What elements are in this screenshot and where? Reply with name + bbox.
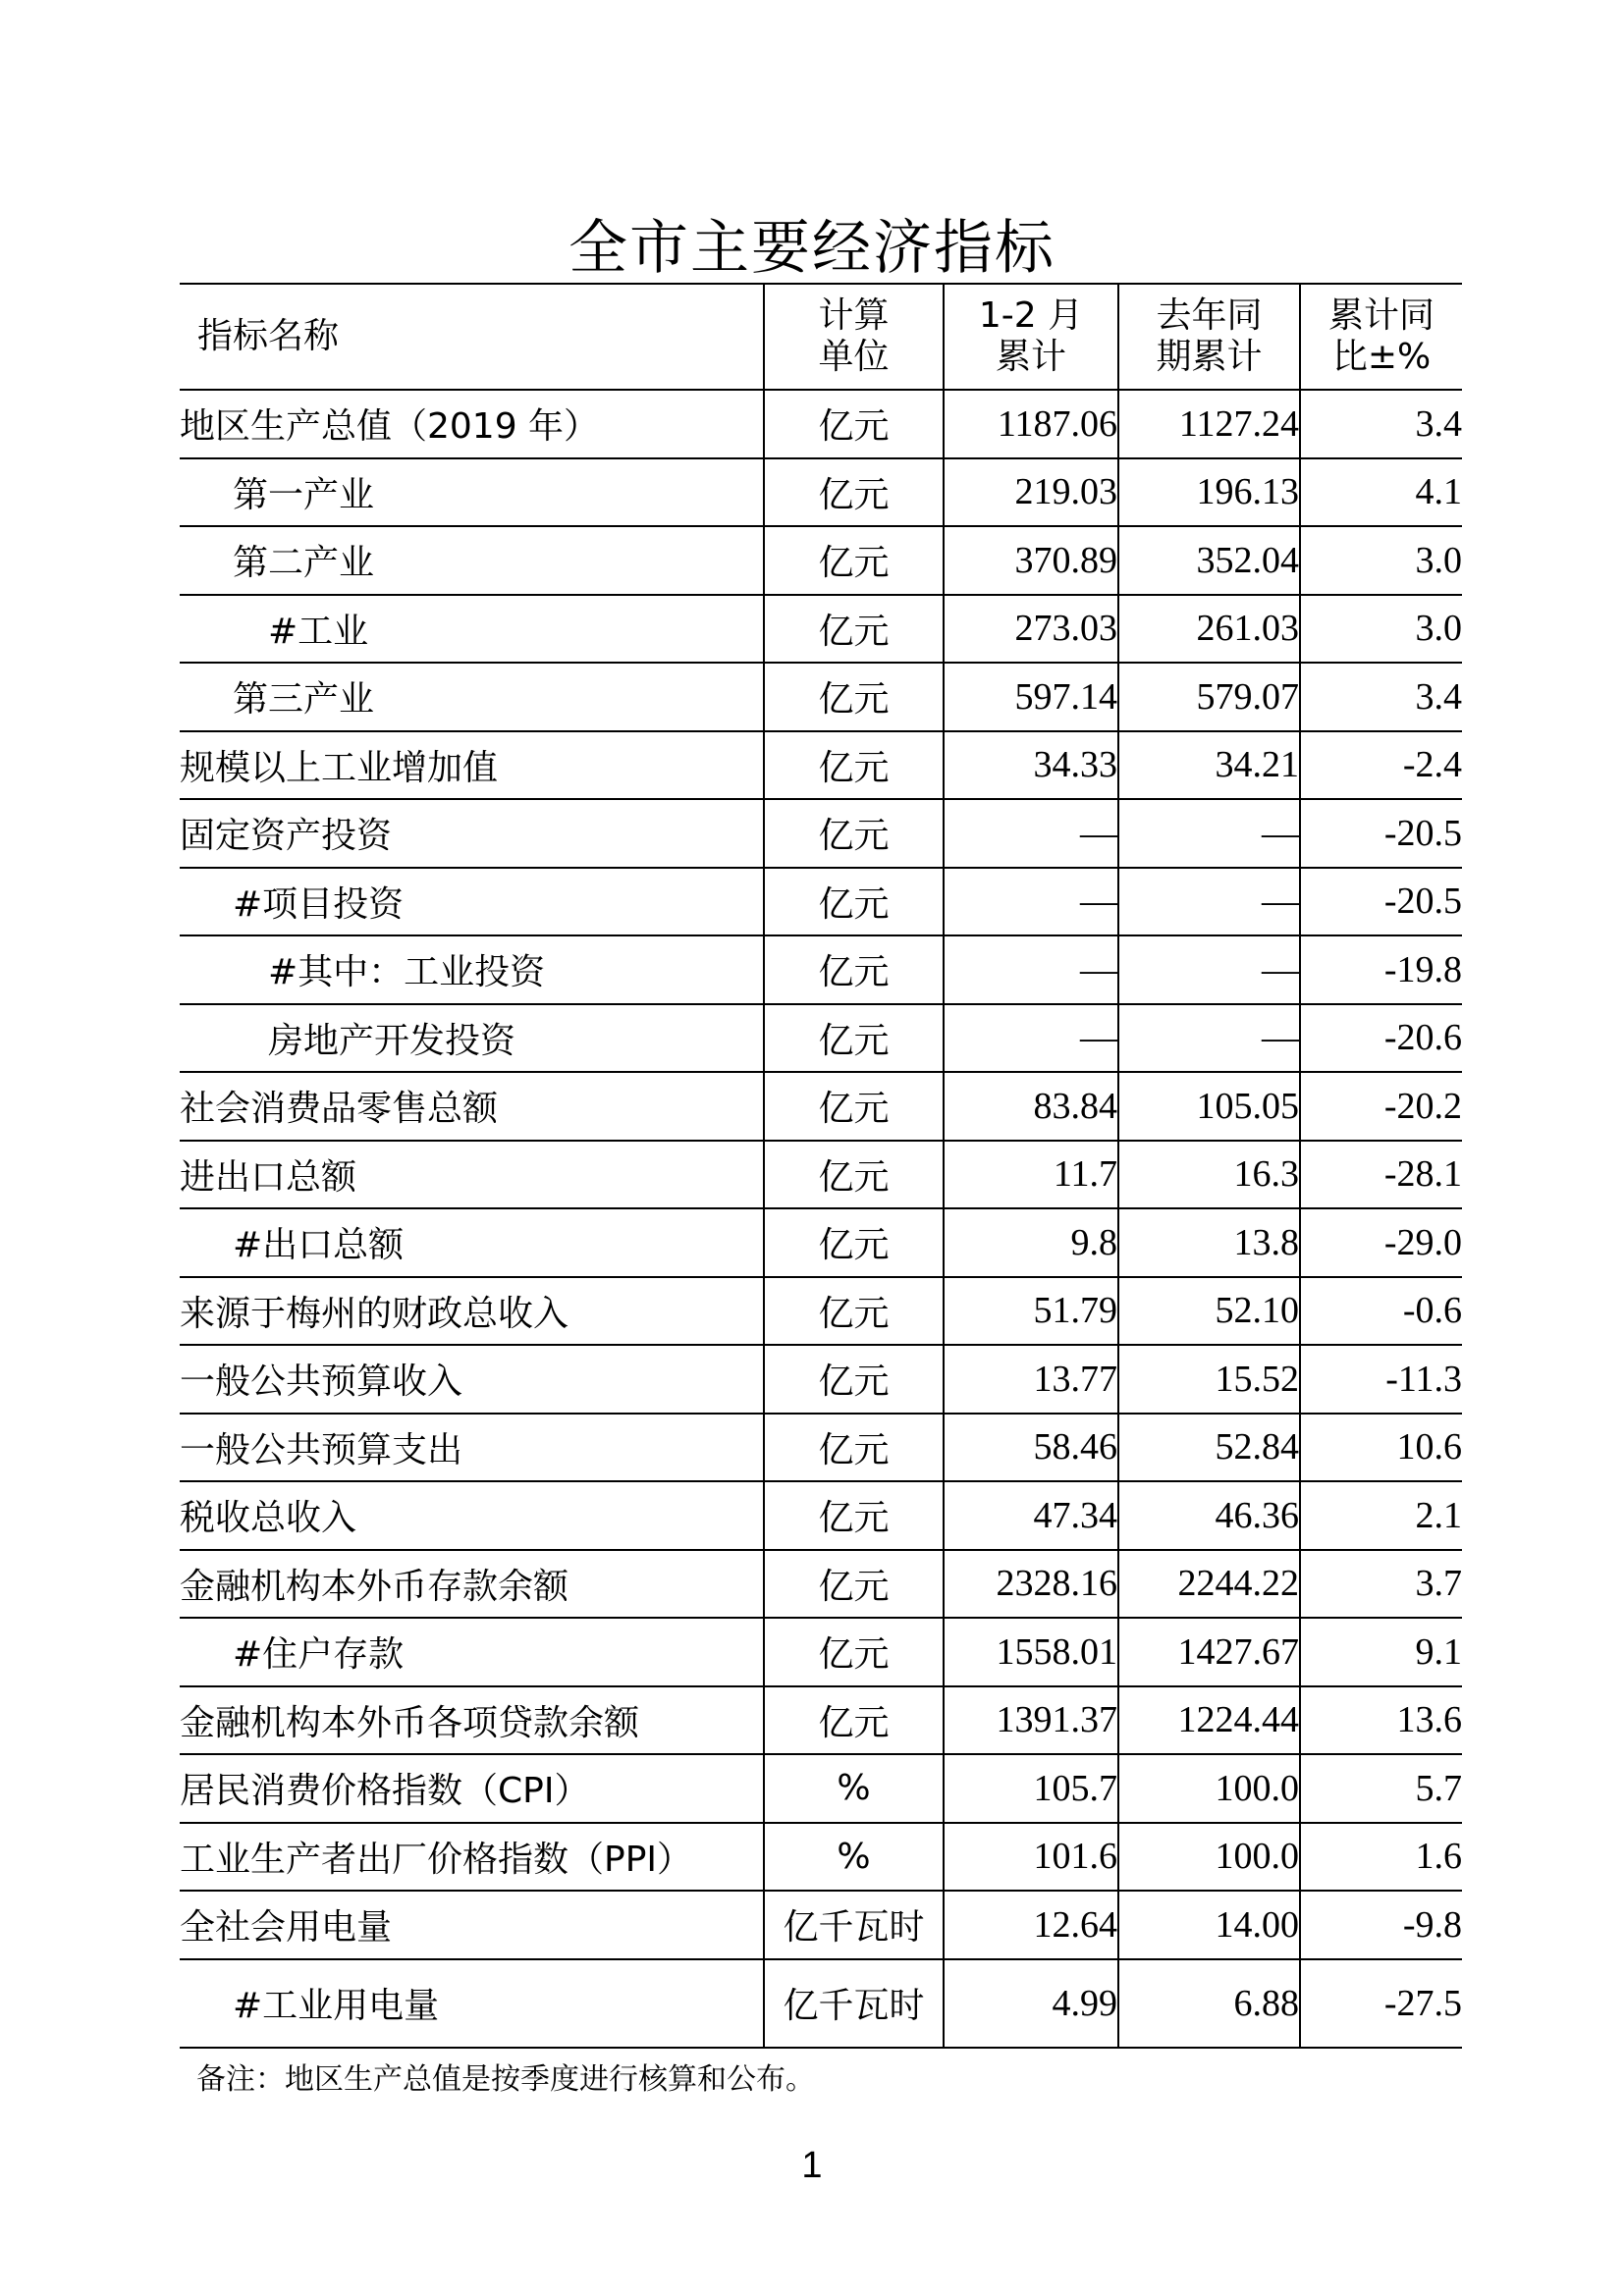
header-last-line1: 去年同: [1156, 295, 1263, 336]
table-header-row: [180, 284, 1462, 390]
row-unit: 亿元: [764, 1414, 944, 1482]
row-unit: 亿元: [764, 458, 944, 527]
row-name: 地区生产总值（2019 年）: [180, 390, 764, 458]
row-name: 社会消费品零售总额: [180, 1072, 764, 1141]
row-yoy: -28.1: [1300, 1141, 1462, 1209]
row-yoy: -11.3: [1300, 1345, 1462, 1414]
row-current: 1187.06: [944, 390, 1118, 458]
row-name: 第二产业: [180, 526, 764, 595]
row-last: 52.10: [1118, 1277, 1300, 1346]
row-current: 58.46: [944, 1414, 1118, 1482]
header-yoy: [1300, 284, 1462, 390]
table-row: [180, 390, 1462, 458]
row-last: 2244.22: [1118, 1550, 1300, 1619]
header-unit-line1: 计算: [818, 295, 890, 336]
row-current: 597.14: [944, 663, 1118, 731]
table-row: [180, 458, 1462, 527]
row-yoy: -29.0: [1300, 1208, 1462, 1277]
table-row: [180, 1959, 1462, 2048]
row-last: 16.3: [1118, 1141, 1300, 1209]
row-name: #出口总额: [180, 1208, 764, 1277]
row-name: 居民消费价格指数（CPI）: [180, 1754, 764, 1823]
row-current: —: [944, 799, 1118, 868]
row-unit: 亿元: [764, 1345, 944, 1414]
row-unit: 亿元: [764, 1208, 944, 1277]
table-row: [180, 1004, 1462, 1073]
row-last: 105.05: [1118, 1072, 1300, 1141]
row-last: 1224.44: [1118, 1686, 1300, 1755]
row-unit: 亿元: [764, 1277, 944, 1346]
row-current: 47.34: [944, 1481, 1118, 1550]
row-current: 105.7: [944, 1754, 1118, 1823]
row-yoy: 1.6: [1300, 1823, 1462, 1892]
row-name: 第一产业: [180, 458, 764, 527]
row-yoy: 3.4: [1300, 663, 1462, 731]
row-last: —: [1118, 868, 1300, 936]
row-unit: %: [764, 1823, 944, 1892]
row-unit: 亿元: [764, 731, 944, 800]
row-yoy: 9.1: [1300, 1618, 1462, 1686]
row-name: 工业生产者出厂价格指数（PPI）: [180, 1823, 764, 1892]
row-yoy: 3.7: [1300, 1550, 1462, 1619]
row-current: 11.7: [944, 1141, 1118, 1209]
header-last-year: [1118, 284, 1300, 390]
row-current: 1558.01: [944, 1618, 1118, 1686]
row-last: 14.00: [1118, 1891, 1300, 1959]
row-yoy: -19.8: [1300, 935, 1462, 1004]
row-name: 金融机构本外币存款余额: [180, 1550, 764, 1619]
row-name: 税收总收入: [180, 1481, 764, 1550]
table-row: [180, 526, 1462, 595]
row-last: 100.0: [1118, 1754, 1300, 1823]
header-yoy-line2: 比±%: [1331, 337, 1432, 377]
row-last: 6.88: [1118, 1959, 1300, 2048]
row-name: 来源于梅州的财政总收入: [180, 1277, 764, 1346]
row-name: 全社会用电量: [180, 1891, 764, 1959]
row-yoy: 13.6: [1300, 1686, 1462, 1755]
row-current: 34.33: [944, 731, 1118, 800]
row-unit: 亿元: [764, 799, 944, 868]
row-current: —: [944, 935, 1118, 1004]
row-current: —: [944, 1004, 1118, 1073]
row-last: 100.0: [1118, 1823, 1300, 1892]
header-indicator-name: 指标名称: [180, 284, 764, 390]
row-last: —: [1118, 799, 1300, 868]
table-row: [180, 1686, 1462, 1755]
footnote: 备注：地区生产总值是按季度进行核算和公布。: [196, 2062, 815, 2097]
header-unit: [764, 284, 944, 390]
header-current: [944, 284, 1118, 390]
row-last: 52.84: [1118, 1414, 1300, 1482]
row-current: —: [944, 868, 1118, 936]
row-current: 101.6: [944, 1823, 1118, 1892]
row-name: #项目投资: [180, 868, 764, 936]
row-last: 352.04: [1118, 526, 1300, 595]
row-current: 4.99: [944, 1959, 1118, 2048]
row-name: 固定资产投资: [180, 799, 764, 868]
row-current: 370.89: [944, 526, 1118, 595]
row-last: 34.21: [1118, 731, 1300, 800]
row-yoy: -27.5: [1300, 1959, 1462, 2048]
table-row: [180, 1891, 1462, 1959]
row-yoy: 4.1: [1300, 458, 1462, 527]
row-name: 金融机构本外币各项贷款余额: [180, 1686, 764, 1755]
table-row: [180, 1345, 1462, 1414]
row-current: 12.64: [944, 1891, 1118, 1959]
row-name: 第三产业: [180, 663, 764, 731]
row-unit: 亿元: [764, 390, 944, 458]
row-yoy: 2.1: [1300, 1481, 1462, 1550]
row-yoy: -20.2: [1300, 1072, 1462, 1141]
table-row: [180, 731, 1462, 800]
header-current-line1: 1-2 月: [978, 295, 1084, 336]
row-yoy: -20.5: [1300, 868, 1462, 936]
row-unit: 亿元: [764, 1141, 944, 1209]
table-row: [180, 595, 1462, 664]
row-name: #工业: [180, 595, 764, 664]
row-unit: 亿元: [764, 526, 944, 595]
row-unit: 亿元: [764, 1618, 944, 1686]
row-unit: 亿元: [764, 1072, 944, 1141]
row-name: 一般公共预算支出: [180, 1414, 764, 1482]
row-name: 进出口总额: [180, 1141, 764, 1209]
row-yoy: -2.4: [1300, 731, 1462, 800]
row-yoy: -20.5: [1300, 799, 1462, 868]
row-current: 1391.37: [944, 1686, 1118, 1755]
row-last: 46.36: [1118, 1481, 1300, 1550]
row-current: 2328.16: [944, 1550, 1118, 1619]
table-row: [180, 1754, 1462, 1823]
row-name: 规模以上工业增加值: [180, 731, 764, 800]
row-yoy: 3.4: [1300, 390, 1462, 458]
table-row: [180, 663, 1462, 731]
row-yoy: -9.8: [1300, 1891, 1462, 1959]
table-row: [180, 1208, 1462, 1277]
row-last: 579.07: [1118, 663, 1300, 731]
indicators-table: [180, 283, 1462, 2049]
row-name: 房地产开发投资: [180, 1004, 764, 1073]
table-row: [180, 1618, 1462, 1686]
row-current: 13.77: [944, 1345, 1118, 1414]
page-title: 全市主要经济指标: [568, 214, 1056, 283]
row-unit: 亿元: [764, 1686, 944, 1755]
table-row: [180, 935, 1462, 1004]
row-last: 15.52: [1118, 1345, 1300, 1414]
row-last: 13.8: [1118, 1208, 1300, 1277]
row-unit: 亿千瓦时: [764, 1891, 944, 1959]
table-row: [180, 1823, 1462, 1892]
row-yoy: 3.0: [1300, 526, 1462, 595]
row-unit: 亿千瓦时: [764, 1959, 944, 2048]
row-last: 196.13: [1118, 458, 1300, 527]
row-current: 83.84: [944, 1072, 1118, 1141]
table-row: [180, 868, 1462, 936]
row-unit: 亿元: [764, 1550, 944, 1619]
row-yoy: 5.7: [1300, 1754, 1462, 1823]
row-current: 51.79: [944, 1277, 1118, 1346]
row-current: 219.03: [944, 458, 1118, 527]
row-unit: 亿元: [764, 1004, 944, 1073]
row-unit: 亿元: [764, 663, 944, 731]
page-number: 1: [801, 2145, 823, 2186]
row-unit: 亿元: [764, 868, 944, 936]
table-row: [180, 1277, 1462, 1346]
row-name: #住户存款: [180, 1618, 764, 1686]
row-last: —: [1118, 935, 1300, 1004]
row-unit: 亿元: [764, 1481, 944, 1550]
row-unit: 亿元: [764, 595, 944, 664]
header-last-line2: 期累计: [1156, 337, 1263, 377]
header-yoy-line1: 累计同: [1327, 295, 1435, 336]
row-last: —: [1118, 1004, 1300, 1073]
row-yoy: 3.0: [1300, 595, 1462, 664]
header-current-line2: 累计: [995, 337, 1066, 377]
table-row: [180, 1550, 1462, 1619]
header-unit-line2: 单位: [818, 337, 890, 377]
row-current: 9.8: [944, 1208, 1118, 1277]
row-last: 261.03: [1118, 595, 1300, 664]
row-name: #其中：工业投资: [180, 935, 764, 1004]
row-name: 一般公共预算收入: [180, 1345, 764, 1414]
row-name: #工业用电量: [180, 1959, 764, 2048]
row-yoy: -20.6: [1300, 1004, 1462, 1073]
table-row: [180, 1481, 1462, 1550]
row-current: 273.03: [944, 595, 1118, 664]
table-row: [180, 1141, 1462, 1209]
row-last: 1127.24: [1118, 390, 1300, 458]
table-row: [180, 799, 1462, 868]
row-unit: 亿元: [764, 935, 944, 1004]
row-yoy: 10.6: [1300, 1414, 1462, 1482]
row-unit: %: [764, 1754, 944, 1823]
row-last: 1427.67: [1118, 1618, 1300, 1686]
table-row: [180, 1072, 1462, 1141]
row-yoy: -0.6: [1300, 1277, 1462, 1346]
table-row: [180, 1414, 1462, 1482]
